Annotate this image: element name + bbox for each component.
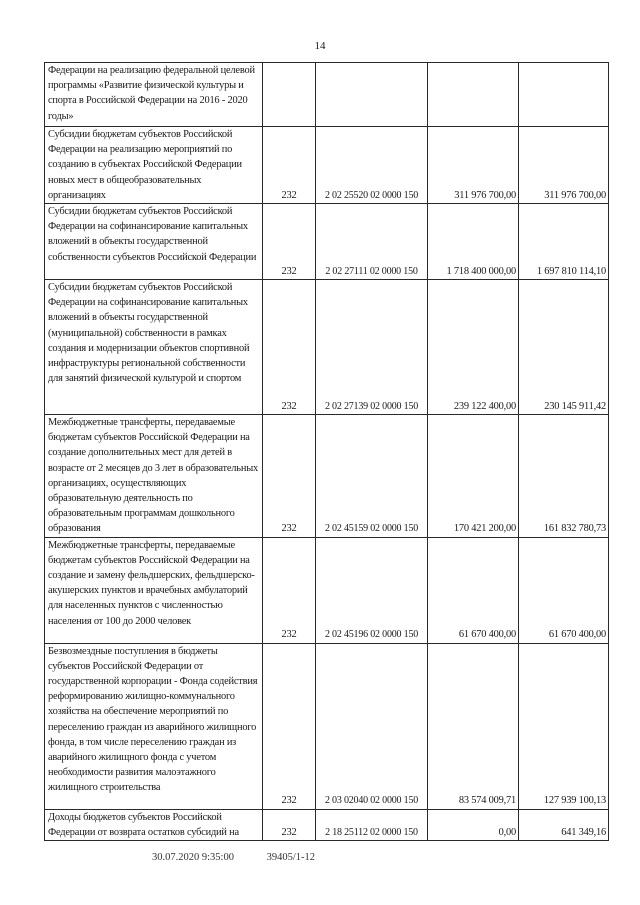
row-code: 2 03 02040 02 0000 150	[316, 643, 428, 809]
row-code: 2 02 45196 02 0000 150	[316, 537, 428, 643]
row-admin-code	[263, 63, 316, 127]
table-row	[45, 127, 609, 204]
table-row	[45, 809, 609, 840]
row-admin-code: 232	[263, 415, 316, 538]
row-admin-code: 232	[263, 809, 316, 840]
row-code: 2 18 25112 02 0000 150	[316, 809, 428, 840]
table-row	[45, 280, 609, 415]
table-row	[45, 415, 609, 538]
table-row	[45, 204, 609, 280]
footer	[152, 852, 315, 863]
row-code: 2 02 45159 02 0000 150	[316, 415, 428, 538]
budget-table	[44, 62, 609, 841]
row-planned: 0,00	[428, 809, 519, 840]
page-number: 14	[314, 40, 326, 52]
row-admin-code: 232	[263, 643, 316, 809]
row-admin-code: 232	[263, 127, 316, 204]
row-executed: 311 976 700,00	[519, 127, 609, 204]
row-name: Субсидии бюджетам субъектов Российской Федерации на реализацию мероприятий по созданию в субъектах Российской Федерации новых мест в общеобразовательных организациях	[45, 127, 263, 204]
row-admin-code: 232	[263, 204, 316, 280]
row-code: 2 02 27139 02 0000 150	[316, 280, 428, 415]
row-name: Межбюджетные трансферты, передаваемые бюджетам субъектов Российской Федерации на создание дополнительных мест для детей в возрасте от 2 месяцев до 3 лет в образовательных организациях, осуществляющих образовательную деятельность по образовательным программам дошкольного образования	[45, 415, 263, 538]
row-planned: 170 421 200,00	[428, 415, 519, 538]
row-planned	[428, 63, 519, 127]
row-planned: 61 670 400,00	[428, 537, 519, 643]
footer-datetime: 30.07.2020 9:35:00	[152, 852, 234, 863]
row-code	[316, 63, 428, 127]
row-name: Федерации на реализацию федеральной целевой программы «Развитие физической культуры и спорта в Российской Федерации на 2016 - 2020 годы»	[45, 63, 263, 127]
row-name: Субсидии бюджетам субъектов Российской Федерации на софинансирование капитальных вложений в объекты государственной (муниципальной) собственности в рамках создания и модернизации объектов спортивной инфраструктуры региональной собственности для занятий физической культурой и спортом	[45, 280, 263, 415]
row-executed	[519, 63, 609, 127]
row-executed: 127 939 100,13	[519, 643, 609, 809]
table-row	[45, 63, 609, 127]
row-executed: 161 832 780,73	[519, 415, 609, 538]
row-executed: 1 697 810 114,10	[519, 204, 609, 280]
row-executed: 641 349,16	[519, 809, 609, 840]
row-planned: 1 718 400 000,00	[428, 204, 519, 280]
row-name: Безвозмездные поступления в бюджеты субъектов Российской Федерации от государственной корпорации - Фонда содействия реформированию жилищно-коммунального хозяйства на обеспечение мероприятий по переселению граждан из аварийного жилищного фонда, в том числе переселению граждан из аварийного жилищного фонда с учетом необходимости развития малоэтажного жилищного строительства	[45, 643, 263, 809]
row-planned: 83 574 009,71	[428, 643, 519, 809]
row-code: 2 02 25520 02 0000 150	[316, 127, 428, 204]
row-admin-code: 232	[263, 280, 316, 415]
row-code: 2 02 27111 02 0000 150	[316, 204, 428, 280]
table-row	[45, 643, 609, 809]
row-name: Субсидии бюджетам субъектов Российской Федерации на софинансирование капитальных вложений в объекты государственной собственности субъектов Российской Федерации	[45, 204, 263, 280]
row-planned: 311 976 700,00	[428, 127, 519, 204]
row-executed: 230 145 911,42	[519, 280, 609, 415]
row-admin-code: 232	[263, 537, 316, 643]
footer-doc-id: 39405/1-12	[266, 852, 316, 863]
table-row	[45, 537, 609, 643]
row-planned: 239 122 400,00	[428, 280, 519, 415]
row-name: Межбюджетные трансферты, передаваемые бюджетам субъектов Российской Федерации на создание и замену фельдшерских, фельдшерско-акушерских пунктов и врачебных амбулаторий для населенных пунктов с численностью населения от 100 до 2000 человек	[45, 537, 263, 643]
row-executed: 61 670 400,00	[519, 537, 609, 643]
row-name: Доходы бюджетов субъектов Российской Федерации от возврата остатков субсидий на	[45, 809, 263, 840]
